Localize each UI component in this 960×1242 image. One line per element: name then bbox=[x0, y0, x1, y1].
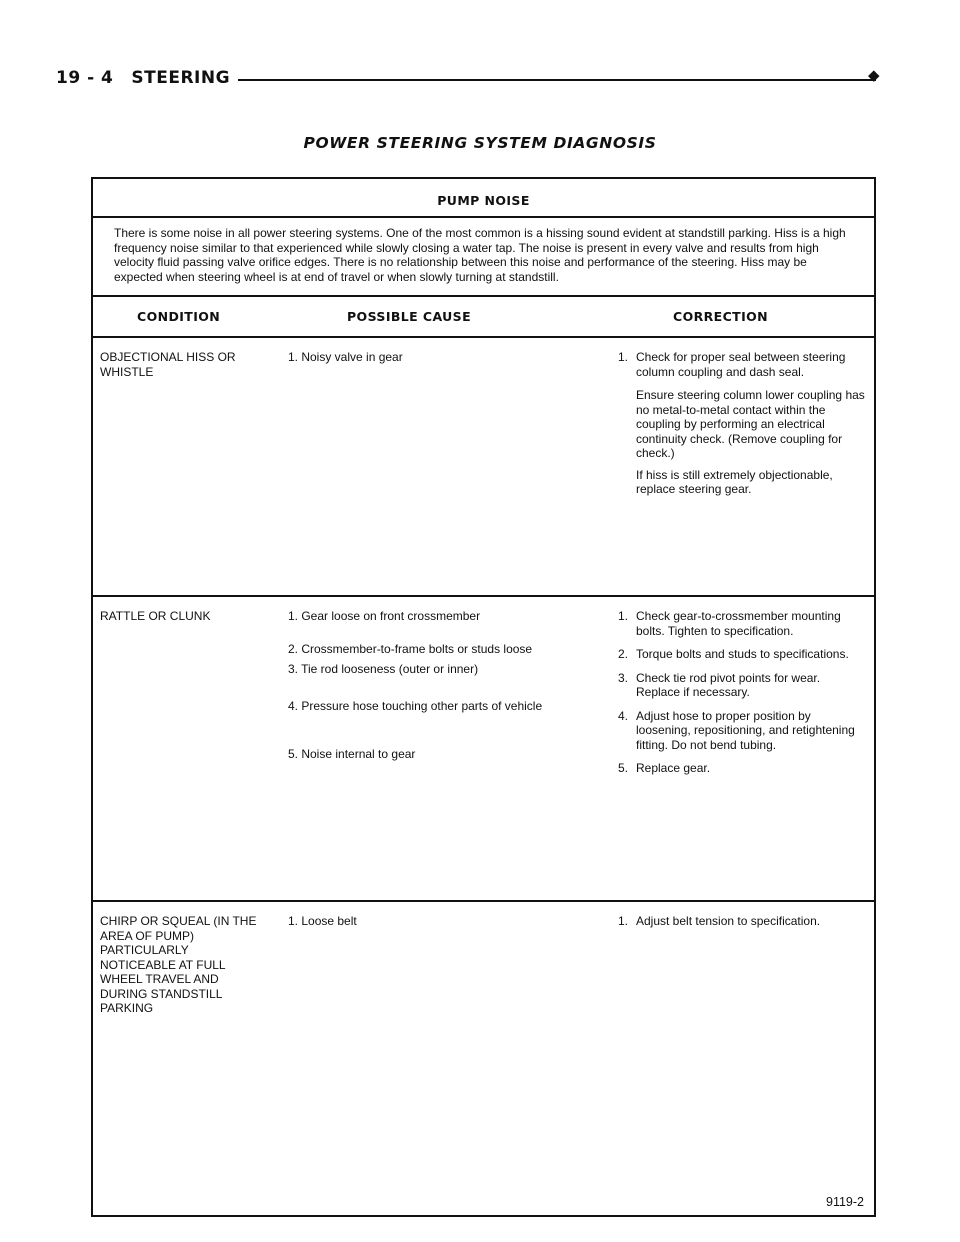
correction-item bbox=[618, 609, 866, 638]
cause-item: 2. Crossmember-to-frame bolts or studs loose bbox=[288, 641, 533, 656]
correction-number: 1. bbox=[618, 914, 629, 928]
correction-cell bbox=[618, 914, 866, 938]
table-row bbox=[93, 595, 874, 902]
correction-text: Check gear-to-crossmember mounting bolts. Tighten to specification. bbox=[636, 609, 841, 638]
cause-cell bbox=[288, 914, 608, 939]
correction-number: 3. bbox=[618, 670, 629, 685]
section-title: STEERING bbox=[131, 68, 231, 88]
correction-item bbox=[618, 647, 866, 662]
cause-cell bbox=[288, 609, 608, 772]
correction-number: 1. bbox=[618, 609, 629, 623]
correction-number: 4. bbox=[618, 708, 629, 723]
cause-item: 4. Pressure hose touching other parts of vehicle bbox=[288, 698, 543, 713]
condition-cell: RATTLE OR CLUNK bbox=[100, 609, 211, 623]
correction-cell bbox=[618, 609, 866, 785]
figure-id: 9119-2 bbox=[826, 1195, 864, 1209]
table-row bbox=[93, 900, 874, 1215]
column-header-row bbox=[93, 295, 874, 338]
header-rule bbox=[238, 79, 876, 81]
correction-item bbox=[618, 671, 866, 700]
correction-item bbox=[618, 761, 866, 776]
diamond-icon: ◆ bbox=[868, 67, 880, 84]
correction-text: Torque bolts and studs to specifications. bbox=[636, 647, 849, 661]
cause-item: 1. Noisy valve in gear bbox=[288, 350, 403, 364]
correction-number: 2. bbox=[618, 647, 629, 661]
cause-item: 3. Tie rod looseness (outer or inner) bbox=[288, 662, 479, 676]
correction-cell bbox=[618, 350, 866, 497]
page-number: 19 - 4 bbox=[56, 68, 114, 88]
page-header bbox=[56, 64, 876, 92]
correction-text: Check for proper seal between steering column coupling and dash seal. bbox=[636, 350, 846, 379]
cause-item: 1. Gear loose on front crossmember bbox=[288, 609, 481, 623]
band-header bbox=[93, 179, 874, 218]
cause-cell bbox=[288, 350, 608, 375]
intro-paragraph: There is some noise in all power steering systems. One of the most common is a hissing sound evident at standstill parking. Hiss is a high frequency noise similar to that experienced while slowly closing a water tap. The noise is present in every valve and results from high velocity fluid passing valve orifice edges. There is no relationship between this noise and performance of the steering. Hiss may be expected when steering wheel is at end of travel or when slowly turning at standstill. bbox=[114, 226, 846, 284]
correction-item bbox=[618, 709, 866, 753]
condition-cell: OBJECTIONAL HISS OR WHISTLE bbox=[100, 350, 236, 379]
column-header-cause: POSSIBLE CAUSE bbox=[347, 309, 472, 324]
correction-note: If hiss is still extremely objectionable, replace steering gear. bbox=[636, 467, 833, 496]
correction-text: Adjust hose to proper position by loosening, repositioning, and retightening fitting. Do not bend tubing. bbox=[636, 708, 855, 752]
correction-number: 5. bbox=[618, 761, 629, 775]
diagnosis-table bbox=[91, 177, 876, 1217]
band-title: PUMP NOISE bbox=[437, 193, 530, 208]
correction-note: Ensure steering column lower coupling has no metal-to-metal contact within the coupling by performing an electrical continuity check. (Remove coupling for check.) bbox=[636, 388, 865, 460]
intro-section bbox=[93, 216, 874, 297]
column-header-correction: CORRECTION bbox=[673, 309, 769, 324]
cause-item: 5. Noise internal to gear bbox=[288, 747, 416, 761]
correction-number: 1. bbox=[618, 350, 629, 364]
document-title: POWER STEERING SYSTEM DIAGNOSIS bbox=[303, 134, 657, 152]
column-header-condition: CONDITION bbox=[137, 309, 221, 324]
correction-text: Check tie rod pivot points for wear. Replace if necessary. bbox=[636, 670, 821, 699]
cause-item: 1. Loose belt bbox=[288, 914, 357, 928]
correction-item bbox=[618, 350, 866, 379]
correction-text: Replace gear. bbox=[636, 761, 711, 775]
correction-item bbox=[618, 914, 866, 929]
correction-text: Adjust belt tension to specification. bbox=[636, 914, 821, 928]
table-row bbox=[93, 336, 874, 597]
condition-cell: CHIRP OR SQUEAL (IN THE AREA OF PUMP) PARTICULARLY NOTICEABLE AT FULL WHEEL TRAVEL AND DURING STANDSTILL PARKING bbox=[100, 914, 257, 1015]
